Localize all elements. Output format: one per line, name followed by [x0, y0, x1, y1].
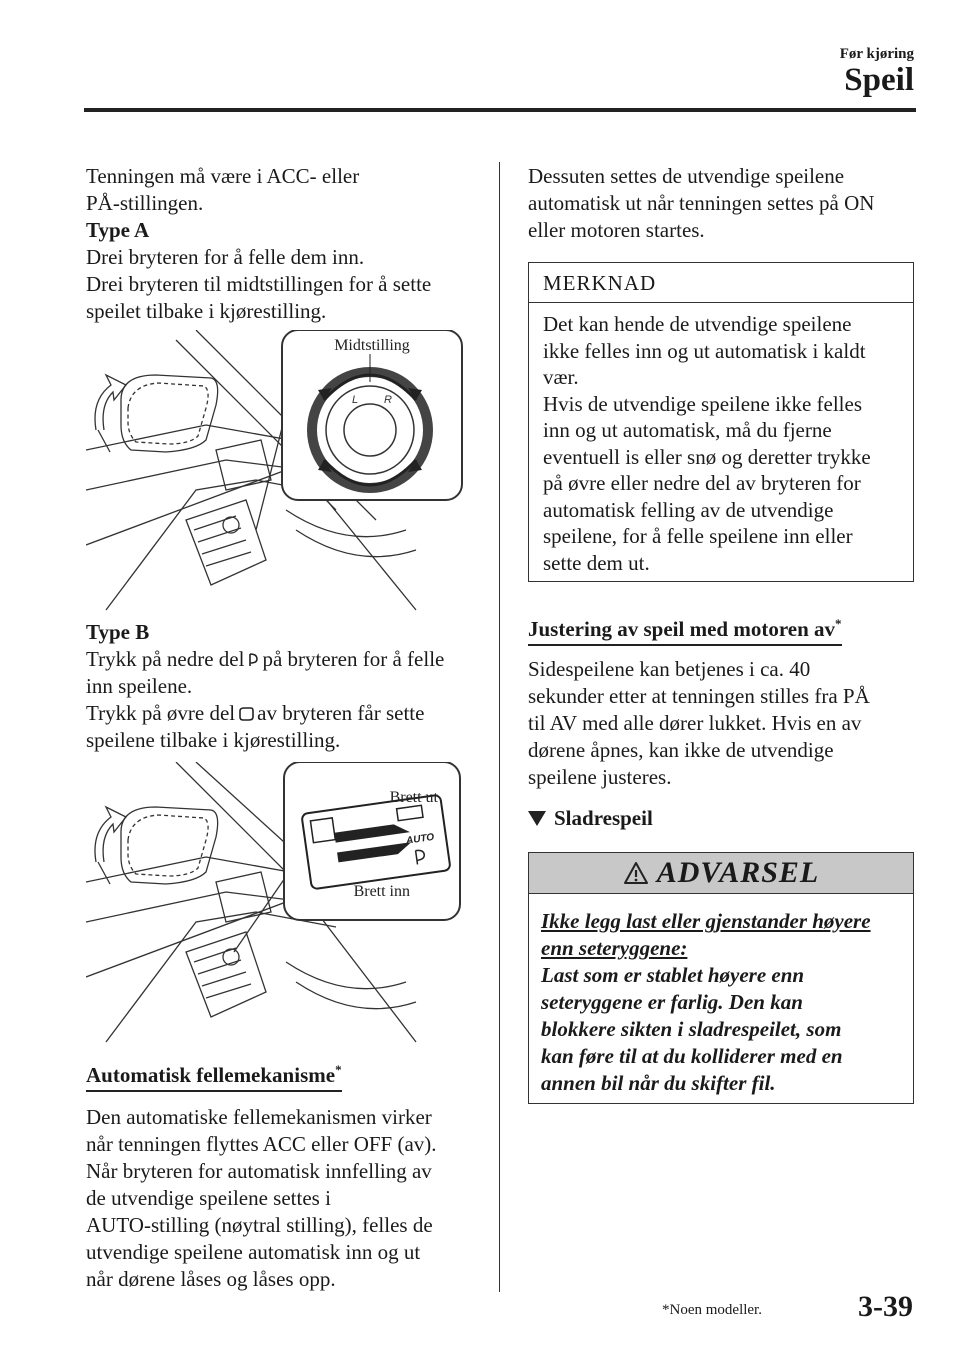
type-b-text: av bryteren får sette	[257, 701, 425, 725]
asterisk: *	[335, 1062, 342, 1077]
engine-off-heading	[528, 616, 842, 646]
right-intro-line: Dessuten settes de utvendige speilene	[528, 164, 845, 188]
figure-label-brett-inn: Brett inn	[353, 883, 410, 900]
type-b-line	[86, 646, 486, 673]
intro-line: PÅ-stillingen.	[86, 191, 204, 215]
warning-box	[528, 852, 914, 1104]
warning-title: ADVARSEL	[656, 856, 820, 889]
engine-off-line: dørene åpnes, kan ikke de utvendige	[528, 738, 834, 762]
engine-off-heading-wrap	[528, 616, 918, 646]
type-b-text: Trykk på øvre del	[86, 701, 236, 725]
sladrespeil-heading	[528, 806, 653, 831]
type-b-heading: Type B	[86, 620, 150, 644]
note-line: inn og ut automatisk, må du fjerne	[543, 418, 832, 442]
engine-off-heading-text: Justering av speil med motoren av	[528, 617, 836, 641]
warning-body	[529, 894, 913, 1111]
figure-type-a-mirror-knob	[86, 330, 476, 612]
auto-fold-line: utvendige speilene automatisk inn og ut	[86, 1240, 421, 1264]
auto-fold-body	[86, 1104, 496, 1293]
column-divider	[499, 162, 500, 1292]
section-label: Før kjøring	[839, 46, 914, 62]
figure-type-b-mirror-switch	[86, 762, 476, 1044]
warning-header	[529, 853, 913, 894]
warning-line: annen bil når du skifter fil.	[541, 1071, 776, 1095]
type-a-line: Drei bryteren for å felle dem inn.	[86, 245, 365, 269]
note-line: speilene, for å felle speilene inn eller	[543, 524, 853, 548]
section-title: Speil	[844, 62, 914, 98]
mirror-fold-in-icon	[247, 652, 259, 668]
warning-line: seteryggene er farlig. Den kan	[541, 990, 803, 1014]
intro-line: Tenningen må være i ACC- eller	[86, 164, 360, 188]
note-line: vær.	[543, 365, 579, 389]
right-intro	[528, 163, 918, 244]
type-b-line: speilene tilbake i kjørestilling.	[86, 728, 341, 752]
warning-triangle-icon	[623, 861, 649, 885]
left-intro	[86, 163, 486, 325]
type-b-text: på bryteren for å felle	[262, 647, 445, 671]
asterisk: *	[835, 616, 842, 631]
page-number: 3-39	[858, 1290, 913, 1323]
left-type-b	[86, 619, 486, 754]
note-line: eventuell is eller snø og deretter trykke	[543, 444, 871, 469]
warning-emphasis-line: Ikke legg last eller gjenstander høyere	[541, 909, 871, 933]
engine-off-line: speilene justeres.	[528, 765, 672, 789]
warning-line: Last som er stablet høyere enn	[541, 963, 805, 987]
right-intro-line: eller motoren startes.	[528, 218, 705, 242]
engine-off-line: sekunder etter at tenningen stilles fra PÅ	[528, 684, 870, 708]
type-a-line: speilet tilbake i kjørestilling.	[86, 299, 327, 323]
auto-fold-line: når tenningen flyttes ACC eller OFF (av).	[86, 1132, 437, 1156]
engine-off-line: til AV med alle dører lukket. Hvis en av	[528, 711, 862, 735]
type-b-text: Trykk på nedre del	[86, 647, 245, 671]
figure-label-brett-ut: Brett ut	[389, 789, 438, 806]
type-b-line	[86, 700, 486, 727]
auto-fold-line: Den automatiske fellemekanismen virker	[86, 1105, 432, 1129]
triangle-bullet-icon	[528, 811, 546, 826]
auto-fold-line: AUTO-stilling (nøytral stilling), felles de	[86, 1213, 433, 1237]
auto-switch-label: AUTO	[405, 831, 435, 847]
warning-emphasis-line: enn seteryggene:	[541, 936, 688, 960]
auto-fold-line: Når bryteren for automatisk innfelling av	[86, 1159, 432, 1183]
note-box	[528, 262, 914, 582]
warning-line: kan føre til at du kolliderer med en	[541, 1044, 843, 1068]
knob-left-label: L	[352, 394, 359, 406]
right-intro-line: automatisk ut når tenningen settes på ON	[528, 191, 875, 215]
mirror-fold-out-icon	[238, 706, 254, 722]
note-line: sette dem ut.	[543, 550, 650, 575]
note-line: ikke felles inn og ut automatisk i kaldt	[543, 338, 866, 363]
note-line: på øvre eller nedre del av bryteren for	[543, 471, 861, 495]
figure-label-midtstilling: Midtstilling	[334, 337, 410, 354]
note-line: automatisk felling av de utvendige	[543, 497, 834, 522]
type-a-heading: Type A	[86, 218, 150, 242]
knob-right-label: R	[384, 394, 392, 406]
type-a-line: Drei bryteren til midtstillingen for å sette	[86, 272, 432, 296]
auto-fold-heading-wrap	[86, 1062, 486, 1092]
warning-line: blokkere sikten i sladrespeilet, som	[541, 1017, 842, 1041]
type-b-line: inn speilene.	[86, 674, 193, 698]
footnote: *Noen modeller.	[662, 1302, 762, 1318]
note-line: Hvis de utvendige speilene ikke felles	[543, 391, 862, 416]
engine-off-body	[528, 656, 918, 791]
note-body	[529, 303, 913, 584]
auto-fold-heading	[86, 1062, 342, 1092]
sladrespeil-heading-text: Sladrespeil	[554, 806, 653, 830]
note-line: Det kan hende de utvendige speilene	[543, 312, 852, 336]
auto-fold-line: de utvendige speilene settes i	[86, 1186, 331, 1210]
engine-off-line: Sidespeilene kan betjenes i ca. 40	[528, 657, 811, 681]
auto-fold-heading-text: Automatisk fellemekanisme	[86, 1063, 336, 1087]
note-title: MERKNAD	[529, 263, 913, 303]
header-rule	[84, 108, 916, 112]
auto-fold-line: når dørene låses og låses opp.	[86, 1267, 336, 1291]
